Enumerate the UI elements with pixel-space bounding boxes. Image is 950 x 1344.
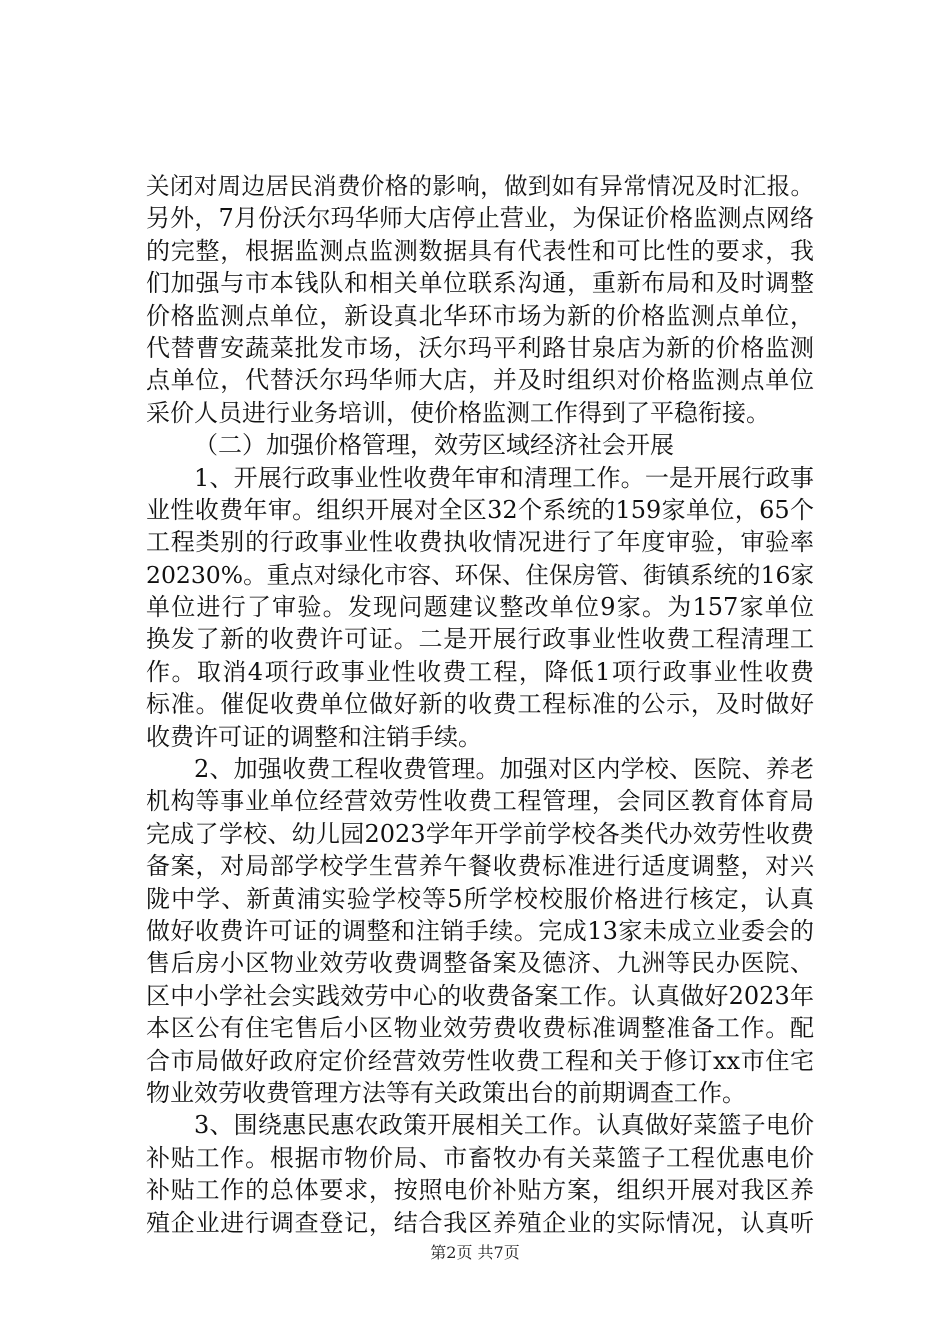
text-line: 完成了学校、幼儿园2023学年开学前学校各类代办效劳性收费	[146, 819, 814, 848]
text-line: 做好收费许可证的调整和注销手续。完成13家未成立业委会的	[146, 916, 814, 945]
text-line: 物业效劳收费管理方法等有关政策出台的前期调查工作。	[146, 1078, 746, 1107]
text-line: 20230%。重点对绿化市容、环保、住保房管、街镇系统的16家	[146, 560, 814, 589]
text-line: 2、加强收费工程收费管理。加强对区内学校、医院、养老	[194, 755, 814, 784]
text-line: 补贴工作的总体要求，按照电价补贴方案，组织开展对我区养	[146, 1176, 814, 1205]
section-heading: （二）加强价格管理，效劳区域经济社会开展	[194, 431, 674, 460]
body-text	[146, 170, 814, 1239]
text-line: 机构等事业单位经营效劳性收费工程管理，会同区教育体育局	[146, 787, 814, 816]
text-line: 作。取消4项行政事业性收费工程，降低1项行政事业性收费	[146, 657, 814, 686]
page-number-footer: 第2页 共7页	[430, 1243, 520, 1262]
text-line: 收费许可证的调整和注销手续。	[146, 722, 482, 751]
text-line: 陇中学、新黄浦实验学校等5所学校校服价格进行核定，认真	[146, 884, 814, 913]
text-line: 点单位，代替沃尔玛华师大店，并及时组织对价格监测点单位	[146, 366, 814, 395]
text-line: 3、围绕惠民惠农政策开展相关工作。认真做好菜篮子电价	[194, 1111, 814, 1140]
text-line: 合市局做好政府定价经营效劳性收费工程和关于修订xx市住宅	[146, 1046, 814, 1075]
text-line: 的完整，根据监测点监测数据具有代表性和可比性的要求，我	[146, 236, 814, 265]
text-line: 采价人员进行业务培训，使价格监测工作得到了平稳衔接。	[146, 398, 770, 427]
text-line: 代替曹安蔬菜批发市场，沃尔玛平利路甘泉店为新的价格监测	[146, 333, 814, 362]
text-line: 售后房小区物业效劳收费调整备案及德济、九洲等民办医院、	[146, 949, 814, 978]
text-line: 换发了新的收费许可证。二是开展行政事业性收费工程清理工	[146, 625, 814, 654]
text-line: 补贴工作。根据市物价局、市畜牧办有关菜篮子工程优惠电价	[146, 1143, 814, 1172]
text-line: 本区公有住宅售后小区物业效劳费收费标准调整准备工作。配	[146, 1014, 814, 1043]
text-line: 另外，7月份沃尔玛华师大店停止营业，为保证价格监测点网络	[146, 204, 814, 233]
text-line: 业性收费年审。组织开展对全区32个系统的159家单位，65个	[146, 495, 814, 524]
text-line: 标准。催促收费单位做好新的收费工程标准的公示，及时做好	[146, 690, 814, 719]
text-line: 1、开展行政事业性收费年审和清理工作。一是开展行政事	[194, 463, 814, 492]
text-line: 殖企业进行调查登记，结合我区养殖企业的实际情况，认真听	[146, 1208, 814, 1237]
text-line: 单位进行了审验。发现问题建议整改单位9家。为157家单位	[146, 593, 814, 622]
text-line: 关闭对周边居民消费价格的影响，做到如有异常情况及时汇报。	[146, 172, 814, 200]
text-line: 们加强与市本钱队和相关单位联系沟通，重新布局和及时调整	[146, 269, 814, 298]
text-line: 备案，对局部学校学生营养午餐收费标准进行适度调整，对兴	[146, 852, 814, 881]
text-line: 价格监测点单位，新设真北华环市场为新的价格监测点单位，	[146, 301, 814, 330]
text-line: 区中小学社会实践效劳中心的收费备案工作。认真做好2023年	[146, 981, 814, 1010]
text-line: 工程类别的行政事业性收费执收情况进行了年度审验，审验率	[146, 528, 814, 557]
